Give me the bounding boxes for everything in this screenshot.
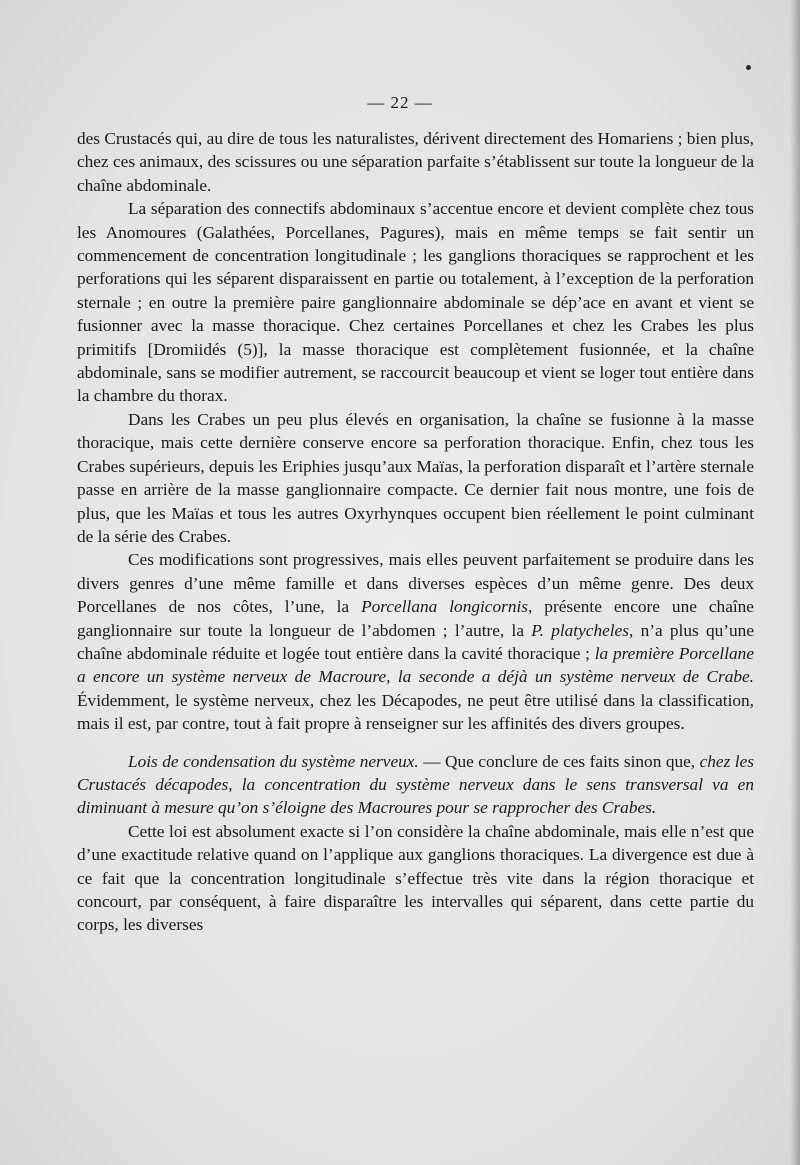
text-run: , n’a plus qu’une chaîne abdominale réduite et logée tout entière dans la cavité thoracique ; (77, 620, 754, 663)
italic-statement: chez les Crustacés décapodes, la concentration du système nerveux dans le sens transversal va en diminuant à mesure qu’on s’éloigne des Macroures pour se rapprocher des Crabes. (77, 751, 755, 818)
ink-speck (746, 65, 751, 70)
text-run: Ces modifications sont progressives, mais elles peuvent parfaitement se produire dans les divers genres d’une même famille et dans diverses espèces d’un même genre. Des deux Porcellanes de nos côtes, l’une, la (77, 550, 754, 617)
paragraph-modifications (77, 548, 754, 735)
paragraph-loi-exacte: Cette loi est absolument exacte si l’on considère la chaîne abdominale, mais elle n’est que d’une exactitude relative quand on l’applique aux ganglions thoraciques. La divergence est due à ce fait que la concentration longitudinale s’effectue très vite dans la région thoracique et concourt, par conséquent, à faire disparaître les intervalles qui séparent, dans cette partie du corps, les diverses (77, 821, 754, 935)
section-heading: Lois de condensation du système nerveux. (128, 751, 419, 771)
paragraph-continuation: des Crustacés qui, au dire de tous les naturalistes, dérivent directement des Homariens ; bien plus, chez ces animaux, des scissures ou une séparation parfaite s’établissent sur toute la longueur de la chaîne abdominale. (77, 129, 754, 195)
paragraph-crabes: Dans les Crabes un peu plus élevés en organisation, la chaîne se fusionne à la masse thoracique, mais cette dernière conserve encore sa perforation thoracique. Enfin, chez tous les Crabes supérieurs, depuis les Eriphies jusqu’aux Maïas, la perforation disparaît et l’artère sternale passe en arrière de la masse ganglionnaire compacte. Ce dernier fait nous montre, une fois de plus, que les Maïas et tous les autres Oxyrhynques occupent bien réellement le point culminant de la série des Crabes. (77, 409, 754, 546)
paragraph-lois (77, 750, 754, 820)
species-name: Porcellana longicornis (361, 597, 528, 617)
page-edge-shadow (790, 0, 800, 1165)
text-run: — Que conclure de ces faits sinon que, (418, 751, 700, 771)
text-run: Évidemment, le système nerveux, chez les Décapodes, ne peut être utilisé dans la classification, mais il est, par contre, tout à fait propre à renseigner sur les affinités des divers groupes. (77, 690, 754, 734)
page-number: — 22 — (367, 93, 433, 112)
species-name: P. platycheles (531, 620, 629, 640)
paragraph-anomoures: La séparation des connectifs abdominaux s’accentue encore et devient complète chez tous les Anomoures (Galathées, Porcellanes, Pagures), mais en même temps se fait sentir un commencement de concentration longitudinale ; les ganglions thoraciques se rapprochent et les perforations qui les séparent disparaissent en partie ou totalement, à l’exception de la perforation sternale ; en outre la première paire ganglionnaire abdominale se dép’ace en avant et vient se fusionner avec la masse thoracique. Chez certaines Porcellanes et chez les Crabes les plus primitifs [Dromiidés (5)], la masse thoracique est complètement fusionnée, et la chaîne abdominale, sans se modifier autrement, se raccourcit beaucoup et vient se loger tout entière dans la chambre du thorax. (77, 199, 754, 406)
text-run: , présente encore une chaîne ganglionnaire sur toute la longueur de l’abdomen ; l’autre, la (77, 597, 754, 640)
body-text (77, 127, 754, 937)
italic-statement: la première Porcellane a encore un système nerveux de Macroure, la seconde a déjà un système nerveux de Crabe. (77, 643, 754, 687)
